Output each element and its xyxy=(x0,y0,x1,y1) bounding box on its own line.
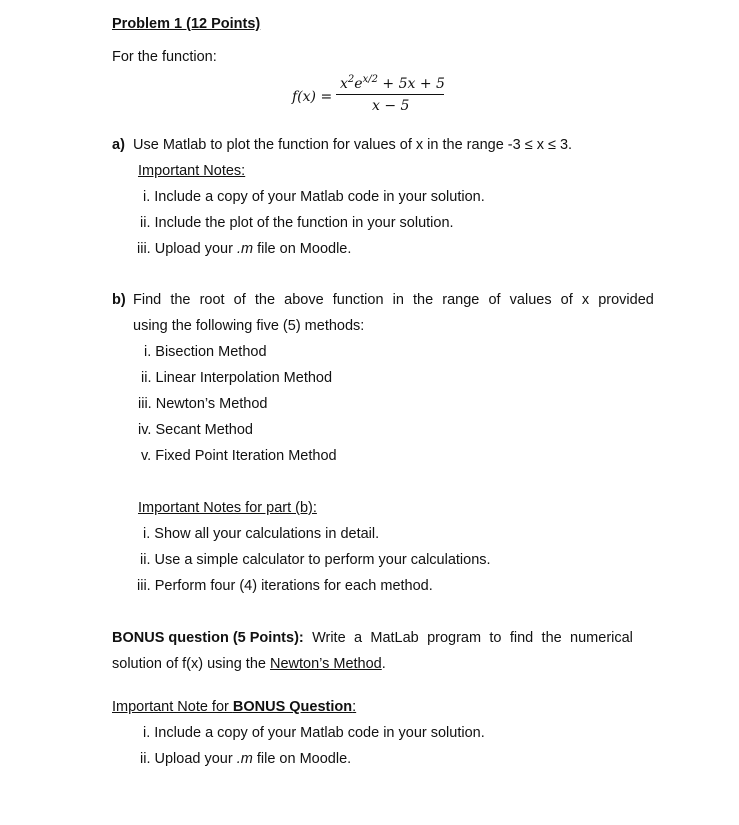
bonus-note-heading: Important Note for BONUS Question: xyxy=(112,699,357,715)
bonus-line1: BONUS question (5 Points): Write a MatLab program to find the numerical xyxy=(112,630,633,646)
part-b-note: i. Show all your calculations in detail. xyxy=(143,526,380,542)
method-item: iv. Secant Method xyxy=(138,422,253,438)
equation-denominator: x − 5 xyxy=(372,98,410,114)
part-b-text-line1: Find the root of the above function in the range of values of x provided xyxy=(133,292,654,308)
part-a-label: a) xyxy=(112,137,125,153)
part-b-note: iii. Perform four (4) iterations for each method. xyxy=(137,578,433,594)
equation-numerator: $x^2e^{x/2} + 5x + 5$ xyxy=(340,74,445,92)
problem-title: Problem 1 (12 Points) xyxy=(112,16,261,32)
intro-text: For the function: xyxy=(112,49,217,65)
part-b-note: ii. Use a simple calculator to perform your calculations. xyxy=(140,552,491,568)
part-a-note: ii. Include the plot of the function in your solution. xyxy=(140,215,454,231)
part-b-text-line2: using the following five (5) methods: xyxy=(133,318,365,334)
method-item: ii. Linear Interpolation Method xyxy=(141,370,333,386)
part-a-notes-heading: Important Notes: xyxy=(138,163,246,179)
method-item: iii. Newton’s Method xyxy=(138,396,268,412)
part-b-label: b) xyxy=(112,292,126,308)
bonus-note: ii. Upload your .m file on Moodle. xyxy=(140,751,352,767)
part-b-notes-heading: Important Notes for part (b): xyxy=(138,500,317,516)
fraction-bar xyxy=(336,94,444,95)
part-a-note: iii. Upload your .m file on Moodle. xyxy=(137,241,352,257)
equation-lhs: f(x) = xyxy=(292,89,333,105)
newtons-method-link: Newton’s Method xyxy=(269,656,382,672)
part-a-note: i. Include a copy of your Matlab code in your solution. xyxy=(143,189,485,205)
bonus-label: BONUS question (5 Points): xyxy=(112,630,304,646)
method-item: i. Bisection Method xyxy=(144,344,267,360)
part-a-text: Use Matlab to plot the function for values of x in the range -3 ≤ x ≤ 3. xyxy=(133,137,573,153)
method-item: v. Fixed Point Iteration Method xyxy=(141,448,337,464)
bonus-note: i. Include a copy of your Matlab code in your solution. xyxy=(143,725,485,741)
bonus-line2: solution of f(x) using the Newton’s Method. xyxy=(112,656,386,672)
